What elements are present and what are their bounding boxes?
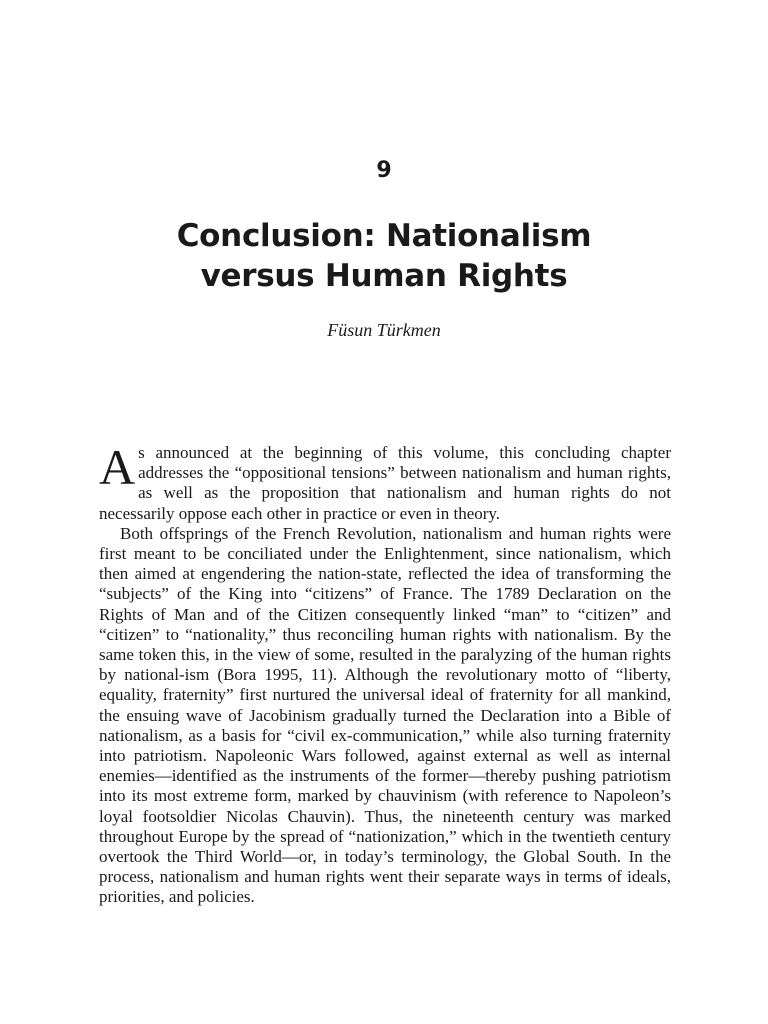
chapter-title (100, 216, 668, 296)
paragraph-1-text: s announced at the beginning of this volume, this concluding chapter addresses the “oppositional tensions” between nationalism and human rights, as well as the proposition that nationalism and human rights do not necessarily oppose each other in practice or even in theory. (99, 443, 671, 523)
author-name: Füsun Türkmen (327, 320, 441, 340)
paragraph-1 (99, 439, 671, 524)
drop-cap: A (99, 439, 136, 495)
chapter-body (99, 439, 671, 908)
chapter-title-line-2: versus Human Rights (200, 258, 568, 294)
chapter-number: 9 (376, 158, 392, 183)
paragraph-2: Both offsprings of the French Revolution, nationalism and human rights were first meant to be conciliated under the Enlightenment, since nationalism, which then aimed at engendering the nation-state, reflected the idea of transforming the “subjects” of the King into “citizens” of France. The 1789 Declaration on the Rights of Man and of the Citizen consequently linked “man” to “citizen” and “citizen” to “nationality,” thus reconciling human rights with nationalism. By the same token this, in the view of some, resulted in the paralyzing of the human rights by national-ism (Bora 1995, 11). Although the revolutionary motto of “liberty, equality, fraternity” first nurtured the universal ideal of fraternity for all mankind, the ensuing wave of Jacobinism gradually turned the Declaration into a Bible of nationalism, as a basis for “civil ex-communication,” while also turning fraternity into patriotism. Napoleonic Wars followed, against external as well as internal enemies—identified as the instruments of the former—thereby pushing patriotism into its most extreme form, marked by chauvinism (with reference to Napoleon’s loyal footsoldier Nicolas Chauvin). Thus, the nineteenth century was marked throughout Europe by the spread of “nationization,” which in the twentieth century overtook the Third World—or, in today’s terminology, the Global South. In the process, nationalism and human rights went their separate ways in terms of ideals, priorities, and policies. (99, 523, 671, 907)
chapter-title-line-1: Conclusion: Nationalism (176, 218, 592, 254)
